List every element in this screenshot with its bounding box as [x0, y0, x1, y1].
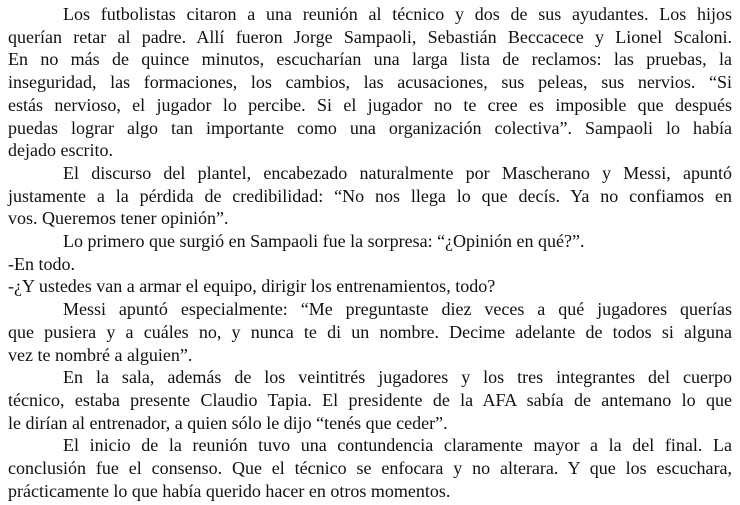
text-line: estás nervioso, el jugador lo percibe. Si el jugador no te cree es imposible que después [8, 94, 732, 115]
paragraph [8, 434, 732, 502]
paragraph [8, 162, 732, 230]
text-line: conclusión fue el consenso. Que el técnico se enfocara y no alterara. Y que los escuchara, [8, 458, 732, 479]
text-line: El discurso del plantel, encabezado naturalmente por Mascherano y Messi, apuntó [63, 162, 732, 183]
text-line: -En todo. [8, 253, 75, 274]
text-line: El inicio de la reunión tuvo una contundencia claramente mayor a la del final. La [63, 435, 732, 456]
paragraph [8, 230, 732, 253]
text-line: En no más de quince minutos, escucharían una larga lista de reclamos: las pruebas, la [8, 49, 732, 70]
text-line: justamente a la pérdida de credibilidad: “No nos llega lo que decís. Ya no confiamos en [8, 185, 732, 206]
text-line: le dirían al entrenador, a quien sólo le dijo “tenés que ceder”. [8, 412, 448, 433]
paragraph-dialogue [8, 275, 732, 298]
text-line: Los futbolistas citaron a una reunión al técnico y dos de sus ayudantes. Los hijos [63, 4, 732, 24]
text-line: técnico, estaba presente Claudio Tapia. El presidente de la AFA sabía de antemano lo que [8, 389, 732, 410]
text-line: -¿Y ustedes van a armar el equipo, dirigir los entrenamientos, todo? [8, 276, 496, 297]
paragraph [8, 298, 732, 366]
text-line: prácticamente lo que había querido hacer en otros momentos. [8, 480, 451, 501]
text-line: En la sala, además de los veintitrés jugadores y los tres integrantes del cuerpo [63, 367, 732, 388]
text-line: vos. Queremos tener opinión”. [8, 208, 229, 229]
paragraph [8, 366, 732, 434]
text-line: querían retar al padre. Allí fueron Jorge Sampaoli, Sebastián Beccacece y Lionel Scaloni. [8, 26, 732, 47]
text-line: Messi apuntó especialmente: “Me preguntaste diez veces a qué jugadores querías [63, 299, 732, 320]
text-line: inseguridad, las formaciones, los cambios, las acusaciones, sus peleas, sus nervios. “Si [8, 72, 732, 93]
text-line: Lo primero que surgió en Sampaoli fue la sorpresa: “¿Opinión en qué?”. [63, 231, 585, 252]
text-line: puedas lograr algo tan importante como una organización colectiva”. Sampaoli lo había [8, 117, 732, 138]
text-line: dejado escrito. [8, 140, 113, 161]
text-line: que pusiera y a cuáles no, y nunca te di un nombre. Decime adelante de todos si alguna [8, 321, 732, 342]
paragraph-dialogue [8, 253, 732, 276]
text-line: vez te nombré a alguien”. [8, 344, 193, 365]
paragraph [8, 3, 732, 162]
